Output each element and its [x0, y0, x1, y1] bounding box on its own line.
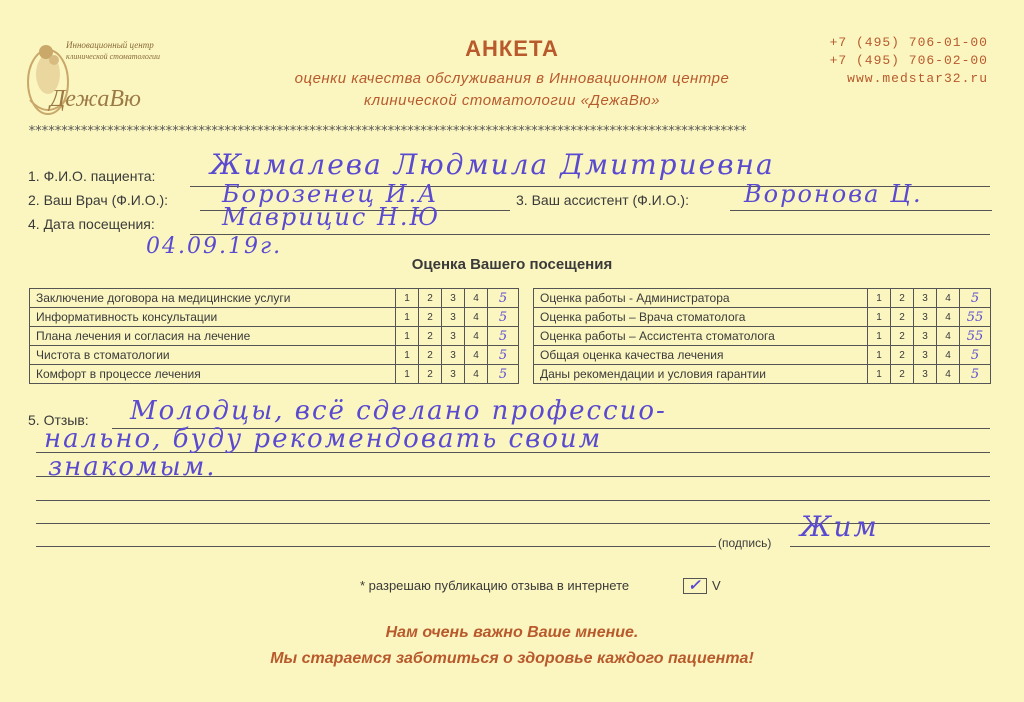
- rating-option[interactable]: 3: [442, 327, 465, 346]
- rating-mark[interactable]: 5: [488, 327, 519, 346]
- subtitle-line1: оценки качества обслуживания в Инновационном центре: [294, 70, 730, 87]
- feedback-label: 5. Отзыв:: [28, 412, 89, 428]
- rating-option[interactable]: 2: [419, 308, 442, 327]
- rating-option[interactable]: 2: [419, 346, 442, 365]
- rating-option[interactable]: 4: [465, 308, 488, 327]
- rating-option[interactable]: 3: [914, 346, 937, 365]
- rating-option[interactable]: 4: [937, 346, 960, 365]
- check-mark-icon: ✓: [688, 577, 701, 594]
- rating-option[interactable]: 4: [937, 327, 960, 346]
- signature: Жим: [800, 510, 879, 543]
- rating-option[interactable]: 1: [868, 365, 891, 384]
- website-link[interactable]: www.medstar32.ru: [847, 71, 988, 86]
- rating-mark[interactable]: 5: [960, 289, 991, 308]
- checkbox-v-label: V: [712, 578, 721, 593]
- rating-option[interactable]: 4: [937, 365, 960, 384]
- rating-mark[interactable]: 5: [488, 289, 519, 308]
- rating-option[interactable]: 3: [914, 308, 937, 327]
- rating-option[interactable]: 1: [396, 308, 419, 327]
- rating-row: [30, 308, 519, 327]
- rating-mark[interactable]: 5: [960, 346, 991, 365]
- rating-option[interactable]: 2: [891, 327, 914, 346]
- rating-mark[interactable]: 5: [960, 365, 991, 384]
- rating-criterion: Общая оценка качества лечения: [534, 346, 868, 365]
- rating-mark[interactable]: 55: [960, 308, 991, 327]
- rating-table-left: [29, 288, 519, 384]
- rating-criterion: Даны рекомендации и условия гарантии: [534, 365, 868, 384]
- rating-mark[interactable]: 5: [488, 365, 519, 384]
- rating-option[interactable]: 4: [465, 289, 488, 308]
- rating-mark[interactable]: 55: [960, 327, 991, 346]
- rating-row: [30, 346, 519, 365]
- rating-criterion: Информативность консультации: [30, 308, 396, 327]
- rating-option[interactable]: 3: [914, 327, 937, 346]
- rating-row: [30, 289, 519, 308]
- closing-line1: Нам очень важно Ваше мнение.: [385, 624, 639, 641]
- rating-option[interactable]: 3: [442, 346, 465, 365]
- rating-option[interactable]: 1: [396, 365, 419, 384]
- rating-criterion: Оценка работы – Врача стоматолога: [534, 308, 868, 327]
- rating-mark[interactable]: 5: [488, 346, 519, 365]
- closing-line2: Мы стараемся заботиться о здоровье каждого пациента!: [270, 650, 754, 667]
- signature-label: (подпись): [718, 536, 772, 550]
- rating-criterion: Оценка работы – Ассистента стоматолога: [534, 327, 868, 346]
- rating-option[interactable]: 1: [868, 289, 891, 308]
- logo-line1: Инновационный центр: [66, 40, 154, 50]
- patient-label: 1. Ф.И.О. пациента:: [28, 168, 156, 184]
- rating-criterion: Оценка работы - Администратора: [534, 289, 868, 308]
- rating-row: [534, 346, 991, 365]
- rating-option[interactable]: 1: [868, 346, 891, 365]
- rating-option[interactable]: 3: [914, 365, 937, 384]
- rating-row: [30, 365, 519, 384]
- patient-value[interactable]: Жималева Людмила Дмитриевна: [210, 148, 775, 181]
- rating-row: [30, 327, 519, 346]
- assistant-label: 3. Ваш ассистент (Ф.И.О.):: [516, 192, 689, 208]
- rating-option[interactable]: 2: [419, 327, 442, 346]
- doctor-value[interactable]: Борозенец И.А: [222, 180, 439, 208]
- rating-option[interactable]: 1: [396, 289, 419, 308]
- assistant-value[interactable]: Воронова Ц.: [744, 180, 923, 208]
- rating-option[interactable]: 1: [396, 327, 419, 346]
- rating-row: [534, 327, 991, 346]
- rating-option[interactable]: 2: [891, 346, 914, 365]
- feedback-line3[interactable]: знакомым.: [48, 452, 217, 482]
- logo-line2: клинической стоматологии: [66, 52, 161, 61]
- rating-option[interactable]: 4: [465, 327, 488, 346]
- date-extra-note[interactable]: Маврицис Н.Ю: [222, 203, 441, 231]
- rating-mark[interactable]: 5: [488, 308, 519, 327]
- rating-option[interactable]: 4: [465, 365, 488, 384]
- rating-option[interactable]: 2: [891, 308, 914, 327]
- star-separator: **************************************************************************************************************: [28, 124, 746, 139]
- rating-option[interactable]: 3: [442, 308, 465, 327]
- publish-permission-text: * разрешаю публикацию отзыва в интернете: [360, 578, 630, 593]
- rating-row: [534, 289, 991, 308]
- rating-option[interactable]: 4: [937, 308, 960, 327]
- rating-criterion: Заключение договора на медицинские услуги: [30, 289, 396, 308]
- rating-option[interactable]: 2: [891, 365, 914, 384]
- feedback-line1[interactable]: Молодцы, всё сделано профессио-: [130, 396, 667, 426]
- rating-criterion: Плана лечения и согласия на лечение: [30, 327, 396, 346]
- rating-row: [534, 308, 991, 327]
- rating-option[interactable]: 4: [937, 289, 960, 308]
- logo-brand: ДежаВю: [50, 86, 141, 112]
- rating-option[interactable]: 1: [868, 327, 891, 346]
- subtitle-line2: клинической стоматологии «ДежаВю»: [364, 92, 660, 109]
- rating-option[interactable]: 4: [465, 346, 488, 365]
- rating-option[interactable]: 1: [396, 346, 419, 365]
- publish-permission-checkbox[interactable]: [683, 578, 707, 594]
- rating-criterion: Чистота в стоматологии: [30, 346, 396, 365]
- rating-criterion: Комфорт в процессе лечения: [30, 365, 396, 384]
- date-label: 4. Дата посещения:: [28, 216, 155, 232]
- rating-row: [534, 365, 991, 384]
- phone-1: +7 (495) 706-01-00: [829, 35, 988, 50]
- rating-table-right: [533, 288, 991, 384]
- rating-option[interactable]: 1: [868, 308, 891, 327]
- rating-option[interactable]: 2: [419, 289, 442, 308]
- rating-title: Оценка Вашего посещения: [411, 256, 613, 273]
- rating-option[interactable]: 3: [442, 365, 465, 384]
- date-value[interactable]: 04.09.19г.: [146, 234, 283, 259]
- contacts: [830, 34, 988, 88]
- feedback-line2[interactable]: нально, буду рекомендовать своим: [44, 424, 603, 454]
- phone-2: +7 (495) 706-02-00: [829, 53, 988, 68]
- doctor-label: 2. Ваш Врач (Ф.И.О.):: [28, 192, 169, 208]
- form-title: АНКЕТА: [465, 36, 559, 61]
- rating-option[interactable]: 2: [419, 365, 442, 384]
- rating-option[interactable]: 3: [442, 289, 465, 308]
- rating-option[interactable]: 2: [891, 289, 914, 308]
- rating-option[interactable]: 3: [914, 289, 937, 308]
